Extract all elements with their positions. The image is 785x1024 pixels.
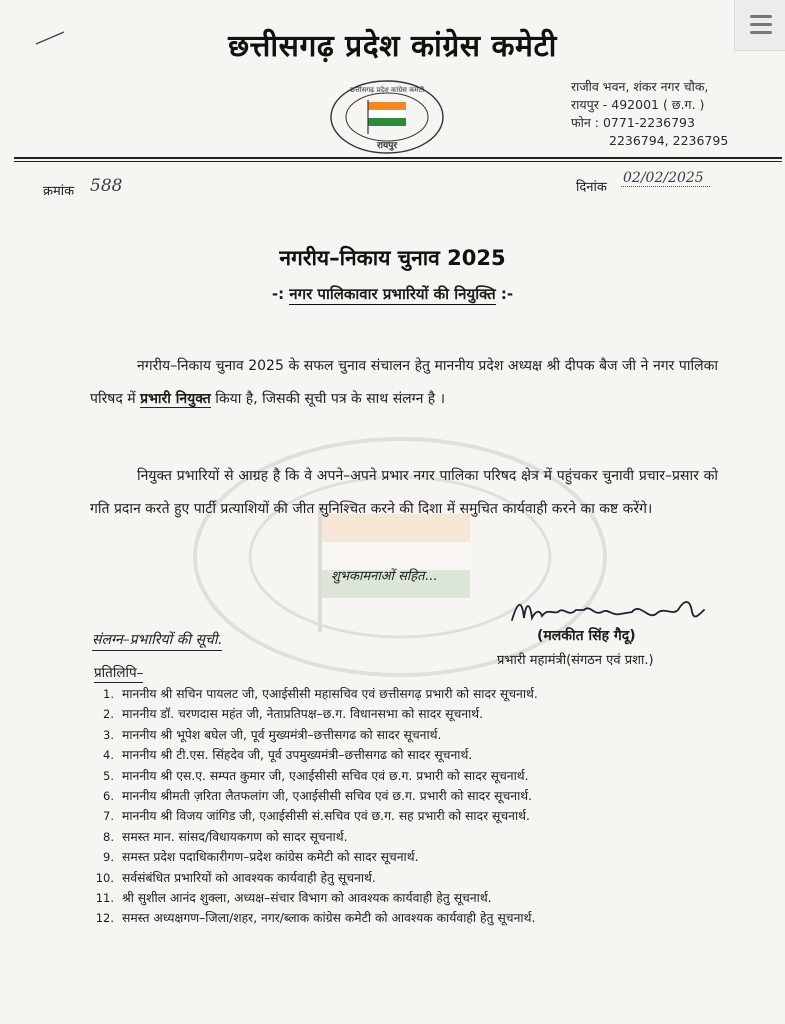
handwritten-signature (508, 590, 708, 630)
address-line: 2236794, 2236795 (609, 133, 729, 148)
para1-text: नगरीय–निकाय चुनाव 2025 के सफल चुनाव संचालन हेतु माननीय प्रदेश अध्यक्ष श्री दीपक बैज जी ने नगर पालिका परिषद में (90, 358, 718, 407)
list-text: माननीय श्री भूपेश बघेल जी, पूर्व मुख्यमंत्री–छत्तीसगढ को सादर सूचनार्थ. (122, 727, 442, 742)
list-number: 7. (103, 809, 114, 824)
list-item (92, 806, 772, 826)
list-item (92, 868, 772, 888)
copy-to-list (92, 684, 772, 929)
list-item (92, 827, 772, 847)
header-divider-thin (14, 161, 782, 162)
signatory-name: (मलकीत सिंह गैदू) (537, 628, 636, 644)
closing-regards: शुभकामनाओं सहित... (331, 569, 437, 584)
annexure-label: संलग्न–प्रभारियों की सूची. (92, 630, 222, 651)
menu-icon (750, 23, 772, 26)
list-text: माननीय श्रीमती ज़रिता लैतफलांग जी, एआईसीसी सचिव एवं छ.ग. प्रभारी को सादर सूचनार्थ. (122, 788, 533, 803)
list-item (92, 725, 772, 745)
letter-title: नगरीय–निकाय चुनाव 2025 (279, 246, 506, 270)
list-text: समस्त प्रदेश पदाधिकारीगण–प्रदेश कांग्रेस कमेटी को सादर सूचनार्थ. (122, 850, 419, 865)
list-item (92, 766, 772, 786)
para1-text-end: किया है, जिसकी सूची पत्र के साथ संलग्न है । (210, 391, 445, 407)
list-number: 9. (103, 850, 114, 865)
list-item (92, 888, 772, 908)
seal-top-text: छत्तीसगढ़ प्रदेश कांग्रेस कमेटी (349, 86, 425, 94)
list-item (92, 908, 772, 928)
list-item (92, 745, 772, 765)
header-divider (14, 157, 782, 159)
list-text: सर्वसंबंधित प्रभारियों को आवश्यक कार्यवाही हेतु सूचनार्थ. (122, 870, 376, 885)
subtitle-right: :- (495, 285, 514, 303)
list-item (92, 847, 772, 867)
subtitle-main: नगर पालिकावार प्रभारियों की नियुक्ति (289, 285, 496, 303)
list-text: श्री सुशील आनंद शुक्ला, अध्यक्ष–संचार विभाग को आवश्यक कार्यवाही हेतु सूचनार्थ. (122, 890, 492, 905)
list-item (92, 684, 772, 704)
para1-emphasis: प्रभारी नियुक्त (140, 391, 211, 407)
list-number: 8. (103, 829, 114, 844)
list-item (92, 786, 772, 806)
list-number: 12. (95, 911, 114, 926)
body-paragraph-1 (90, 350, 718, 416)
menu-icon (750, 31, 772, 34)
party-seal (328, 78, 446, 156)
date-value: 02/02/2025 (621, 170, 710, 187)
list-number: 6. (103, 788, 114, 803)
list-text: माननीय श्री सचिन पायलट जी, एआईसीसी महासचिव एवं छत्तीसगढ़ प्रभारी को सादर सूचनार्थ. (122, 687, 538, 701)
address-line: रायपुर - 492001 ( छ.ग. ) (571, 97, 705, 112)
list-number: 3. (103, 727, 114, 742)
ref-label: क्रमांक (43, 184, 75, 199)
list-number: 4. (103, 748, 114, 763)
list-text: समस्त मान. सांसद/विधायकगण को सादर सूचनार्थ. (122, 829, 348, 844)
list-item (92, 704, 772, 724)
ref-number: 588 (90, 176, 123, 196)
list-text: माननीय श्री टी.एस. सिंहदेव जी, पूर्व उपमुख्यमंत्री–छत्तीसगढ को सादर सूचनार्थ. (122, 748, 473, 763)
address-line: राजीव भवन, शंकर नगर चौक, (571, 79, 709, 94)
signatory-designation: प्रभारी महामंत्री(संगठन एवं प्रशा.) (497, 653, 654, 668)
address-line: फोन : 0771-2236793 (571, 115, 695, 130)
letter-subtitle (0, 284, 785, 304)
date-label: दिनांक (576, 180, 607, 195)
copy-to-title: प्रतिलिपि– (94, 665, 144, 681)
list-text: समस्त अध्यक्षगण–जिला/शहर, नगर/ब्लाक कांग्रेस कमेटी को आवश्यक कार्यवाही हेतु सूचनार्थ. (122, 911, 536, 926)
list-number: 11. (95, 890, 114, 905)
menu-button[interactable] (734, 0, 785, 51)
list-number: 2. (103, 707, 114, 722)
seal-bottom-text: रायपुर (376, 141, 398, 151)
body-paragraph-2: नियुक्त प्रभारियों से आग्रह है कि वे अपने–अपने प्रभार नगर पालिका परिषद क्षेत्र में पहुंचकर चुनावी प्रचार–प्रसार को गति प्रदान करते हुए पार्टी प्रत्याशियों की जीत सुनिश्चित करने की दिशा में समुचित कार्यवाही करने का कष्ट करेंगे। (90, 468, 718, 517)
subtitle-left: -: (271, 285, 290, 303)
list-number: 10. (95, 870, 114, 885)
office-address (571, 78, 728, 150)
list-text: माननीय श्री विजय जांगिड जी, एआईसीसी सं.सचिव एवं छ.ग. सह प्रभारी को सादर सूचनार्थ. (122, 809, 530, 824)
menu-icon (750, 15, 772, 18)
list-text: माननीय डॉ. चरणदास महंत जी, नेताप्रतिपक्ष–छ.ग. विधानसभा को सादर सूचनार्थ. (122, 707, 484, 722)
list-number: 1. (103, 687, 114, 701)
list-number: 5. (103, 768, 114, 783)
list-text: माननीय श्री एस.ए. सम्पत कुमार जी, एआईसीसी सचिव एवं छ.ग. प्रभारी को सादर सूचनार्थ. (122, 768, 529, 783)
org-name: छत्तीसगढ़ प्रदेश कांग्रेस कमेटी (228, 29, 557, 64)
